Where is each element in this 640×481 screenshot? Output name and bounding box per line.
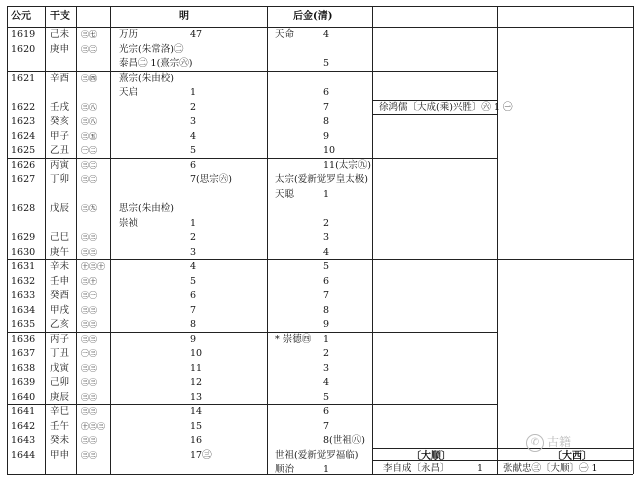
ganzhi-cell: 壬戌 — [50, 101, 70, 113]
marks-cell: ㊂㊄ — [81, 131, 97, 141]
marks-cell: ㊂㊂ — [81, 320, 97, 329]
houjin-year: 7 — [323, 290, 330, 301]
ming-year: 7(思宗㊅) — [190, 174, 232, 185]
marks-cell: ㊂㊁ — [81, 175, 97, 184]
ganzhi-cell: 壬申 — [50, 275, 70, 287]
ganzhi-cell: 乙亥 — [50, 319, 70, 330]
ming-year: 15 — [190, 420, 203, 432]
year-cell: 1638 — [11, 362, 36, 374]
ganzhi-cell: 丁卯 — [50, 174, 70, 185]
ming-year: 47 — [190, 29, 203, 40]
right-grid-line — [372, 114, 497, 115]
houjin-year: 1 — [323, 464, 330, 475]
marks-cell: ㊂㊇ — [81, 102, 97, 112]
table-border-top — [7, 6, 633, 7]
header-ganzhi: 干支 — [50, 11, 70, 22]
houjin-year: 11(太宗㊈) — [323, 159, 372, 171]
ming-year: 3 — [190, 246, 197, 258]
ganzhi-cell: 甲申 — [50, 449, 70, 461]
ganzhi-cell: 己卯 — [50, 377, 70, 388]
ganzhi-cell: 庚午 — [50, 246, 70, 258]
header-ming: 明 — [179, 11, 189, 22]
right-grid-line — [372, 100, 497, 101]
right-grid-line — [372, 448, 633, 449]
marks-cell: ㊂㊁ — [81, 44, 97, 54]
marks-cell: ㊂㊂ — [81, 450, 97, 460]
ming-year: 2 — [190, 232, 197, 243]
houjin-era: 世祖(爱新觉罗福临) — [275, 449, 359, 461]
ganzhi-cell: 己巳 — [50, 232, 70, 243]
ming-year: 7 — [190, 304, 197, 316]
year-cell: 1635 — [11, 319, 36, 330]
header-year: 公元 — [11, 11, 31, 22]
marks-cell: ㊂㊂ — [81, 233, 97, 242]
marks-cell: ㊂㊂ — [81, 305, 97, 315]
marks-cell: ㊂㊂ — [81, 378, 97, 387]
year-cell: 1620 — [11, 43, 36, 55]
ganzhi-cell: 戊辰 — [50, 203, 70, 214]
ganzhi-cell: 乙丑 — [50, 145, 70, 156]
ming-year: 1 — [190, 87, 197, 98]
year-cell: 1622 — [11, 101, 36, 113]
marks-cell: ㊂㊂ — [81, 436, 97, 445]
ming-year: 6 — [190, 159, 197, 171]
ganzhi-cell: 庚申 — [50, 43, 70, 55]
year-cell: 1640 — [11, 391, 36, 403]
marks-cell: ㊂㊁ — [81, 160, 97, 170]
ganzhi-cell: 丁丑 — [50, 348, 70, 359]
ganzhi-cell: 癸亥 — [50, 116, 70, 127]
chronology-table — [7, 6, 633, 474]
wechat-logo-icon: ✆ — [526, 434, 544, 452]
houjin-year: 8(世祖㊇) — [323, 435, 365, 446]
watermark-text: 古籍 — [547, 435, 572, 449]
dashun-year: 1 — [477, 463, 484, 474]
ming-year: 11 — [190, 362, 203, 374]
dashun-header: 〔大顺〕 — [411, 450, 451, 462]
year-cell: 1624 — [11, 130, 36, 142]
year-cell: 1630 — [11, 246, 36, 258]
houjin-year: 4 — [323, 246, 330, 258]
marks-cell: ㊂㊂ — [81, 247, 97, 257]
houjin-year: 8 — [323, 304, 330, 316]
ming-year: 9 — [190, 333, 197, 345]
watermark — [526, 433, 571, 452]
houjin-year: 8 — [323, 116, 330, 127]
houjin-year: 6 — [323, 275, 330, 287]
year-cell: 1629 — [11, 232, 36, 243]
ming-year: 2 — [190, 101, 197, 113]
year-cell: 1619 — [11, 29, 36, 40]
ganzhi-cell: 癸未 — [50, 435, 70, 446]
marks-cell: ㊂㊇ — [81, 117, 97, 126]
group-divider — [7, 71, 497, 72]
marks-cell: ㊂㊈ — [81, 204, 97, 213]
ganzhi-cell: 丙子 — [50, 333, 70, 345]
year-cell: 1636 — [11, 333, 36, 345]
header-houjin: 后金(清) — [293, 11, 333, 22]
ming-year: 13 — [190, 391, 203, 403]
table-border-bottom — [7, 474, 633, 475]
houjin-year: 1 — [323, 188, 330, 200]
column-line — [633, 6, 634, 474]
houjin-year: 5 — [323, 391, 330, 403]
ming-era: 思宗(朱由检) — [119, 203, 174, 214]
marks-cell: ㊀㊁ — [81, 146, 97, 155]
houjin-year: 1 — [323, 333, 330, 345]
houjin-year: 2 — [323, 348, 330, 359]
xu-hongru-entry: 徐鸿儒〔大成(乘)兴胜〕㊅ 1 ㊀ — [379, 101, 513, 113]
year-cell: 1632 — [11, 275, 36, 287]
daxi-header: 〔大西〕 — [552, 450, 592, 462]
year-cell: 1634 — [11, 304, 36, 316]
houjin-year: 4 — [323, 377, 330, 388]
houjin-year: 3 — [323, 232, 330, 243]
houjin-year: 6 — [323, 406, 330, 417]
houjin-year: 7 — [323, 420, 330, 432]
houjin-year: 5 — [323, 58, 330, 69]
houjin-era: * 崇德㊃ — [275, 333, 312, 345]
year-cell: 1644 — [11, 449, 36, 461]
year-cell: 1637 — [11, 348, 36, 359]
houjin-year: 6 — [323, 87, 330, 98]
marks-cell: ㊉㊂㊉ — [81, 262, 105, 271]
group-divider — [7, 404, 497, 405]
ming-year: 4 — [190, 261, 197, 272]
ganzhi-cell: 甲子 — [50, 130, 70, 142]
ming-era: 崇祯 — [119, 217, 139, 229]
ming-year: 6 — [190, 290, 197, 301]
houjin-year: 9 — [323, 319, 330, 330]
right-grid-line — [497, 259, 633, 260]
year-cell: 1642 — [11, 420, 36, 432]
dashun-entry: 李自成〔永昌〕 — [383, 463, 450, 474]
year-cell: 1631 — [11, 261, 36, 272]
ming-year: 4 — [190, 130, 197, 142]
houjin-era: 天命 — [275, 29, 295, 40]
ganzhi-cell: 癸酉 — [50, 290, 70, 301]
ming-era: 天启 — [119, 87, 139, 98]
group-divider — [7, 332, 497, 333]
daxi-entry: 张献忠㊂〔大顺〕㊀ 1 — [503, 463, 598, 474]
marks-cell: ㊂㊆ — [81, 30, 97, 39]
marks-cell: ㊀㊂ — [81, 349, 97, 358]
ganzhi-cell: 甲戌 — [50, 304, 70, 316]
ming-year: 1 — [190, 217, 197, 229]
ganzhi-cell: 丙寅 — [50, 159, 70, 171]
ming-year: 3 — [190, 116, 197, 127]
marks-cell: ㊂㊉ — [81, 276, 97, 286]
ganzhi-cell: 辛酉 — [50, 72, 70, 84]
marks-cell: ㊂㊃ — [81, 73, 97, 83]
houjin-year: 4 — [323, 29, 330, 40]
year-cell: 1627 — [11, 174, 36, 185]
ming-year: 5 — [190, 275, 197, 287]
year-cell: 1621 — [11, 72, 36, 84]
year-cell: 1626 — [11, 159, 36, 171]
marks-cell: ㊉㊂㊂ — [81, 421, 105, 431]
ganzhi-cell: 庚辰 — [50, 391, 70, 403]
ming-era: 光宗(朱常洛)㊁ — [119, 43, 184, 55]
ming-era: 万历 — [119, 29, 139, 40]
ming-year: 16 — [190, 435, 203, 446]
ganzhi-cell: 辛巳 — [50, 406, 70, 417]
marks-cell: ㊂㊂ — [81, 334, 97, 344]
houjin-era: 天聪 — [275, 188, 295, 200]
houjin-year: 9 — [323, 130, 330, 142]
ming-year: 5 — [190, 145, 197, 156]
houjin-era: 太宗(爱新觉罗皇太极) — [275, 174, 368, 185]
year-cell: 1628 — [11, 203, 36, 214]
marks-cell: ㊂㊀ — [81, 291, 97, 300]
houjin-year: 10 — [323, 145, 336, 156]
year-cell: 1643 — [11, 435, 36, 446]
marks-cell: ㊂㊂ — [81, 392, 97, 402]
ming-era: 熹宗(朱由校) — [119, 72, 174, 84]
houjin-era: 顺治 — [275, 464, 295, 475]
column-line — [497, 6, 498, 474]
group-divider — [7, 158, 497, 159]
group-divider — [7, 259, 497, 260]
ming-era: 泰昌㊁ 1(熹宗㊅) — [119, 58, 193, 69]
ming-year: 12 — [190, 377, 203, 388]
ming-year: 17㊂ — [190, 449, 212, 461]
houjin-year: 5 — [323, 261, 330, 272]
ganzhi-cell: 辛未 — [50, 261, 70, 272]
houjin-year: 7 — [323, 101, 330, 113]
ganzhi-cell: 己未 — [50, 29, 70, 40]
year-cell: 1623 — [11, 116, 36, 127]
ganzhi-cell: 壬午 — [50, 420, 70, 432]
marks-cell: ㊂㊂ — [81, 363, 97, 373]
ming-year: 14 — [190, 406, 203, 417]
marks-cell: ㊂㊂ — [81, 407, 97, 416]
ming-year: 10 — [190, 348, 203, 359]
year-cell: 1633 — [11, 290, 36, 301]
houjin-year: 2 — [323, 217, 330, 229]
ming-year: 8 — [190, 319, 197, 330]
year-cell: 1625 — [11, 145, 36, 156]
year-cell: 1641 — [11, 406, 36, 417]
houjin-year: 3 — [323, 362, 330, 374]
ganzhi-cell: 戊寅 — [50, 362, 70, 374]
year-cell: 1639 — [11, 377, 36, 388]
header-divider — [7, 27, 633, 28]
